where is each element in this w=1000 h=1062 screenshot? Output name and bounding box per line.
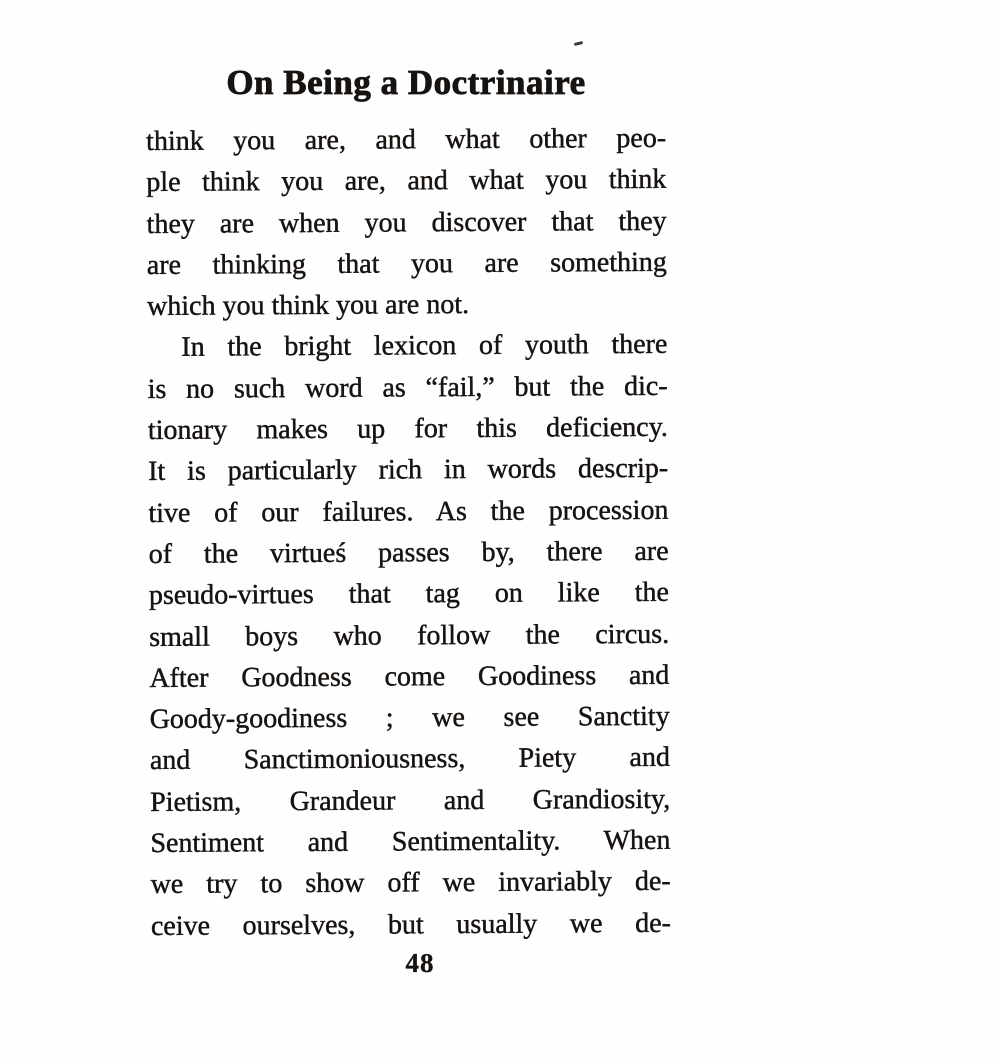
text-line: which you think you are not.	[147, 289, 470, 323]
text-line: tive of our failures. As the procession	[148, 494, 669, 529]
chapter-title: On Being a Doctrinaire	[226, 63, 586, 102]
page-number: 48	[405, 948, 435, 978]
text-line: It is particularly rich in words descrip-	[148, 453, 669, 488]
text-line: and Sanctimoniousness, Piety and	[149, 742, 670, 777]
text-line: think you are, and what other peo-	[146, 122, 667, 157]
text-line: Sentiment and Sentimentality. When	[150, 824, 671, 860]
text-line: are thinking that you are something	[146, 246, 667, 281]
text-line: Pietism, Grandeur and Grandiosity,	[150, 783, 671, 818]
text-line: In the bright lexicon of youth there	[181, 329, 668, 364]
body-text	[146, 118, 671, 947]
text-line: is no such word as “fail,” but the dic-	[147, 370, 668, 405]
text-line: we try to show off we invariably de-	[150, 866, 671, 901]
text-line: of the virtueś passes by, there are	[148, 535, 669, 570]
text-line: they are when you discover that they	[146, 205, 667, 240]
text-line: pseudo-virtues that tag on like the	[148, 577, 669, 612]
text-line: tionary makes up for this deficiency.	[147, 411, 668, 447]
ink-speck	[574, 41, 583, 46]
text-line: ple think you are, and what you think	[146, 164, 667, 199]
text-line: Goody-goodiness ; we see Sanctity	[149, 700, 670, 736]
text-line: ceive ourselves, but usually we de-	[150, 907, 672, 942]
text-line: After Goodness come Goodiness and	[149, 659, 670, 694]
text-line: small boys who follow the circus.	[149, 618, 670, 653]
